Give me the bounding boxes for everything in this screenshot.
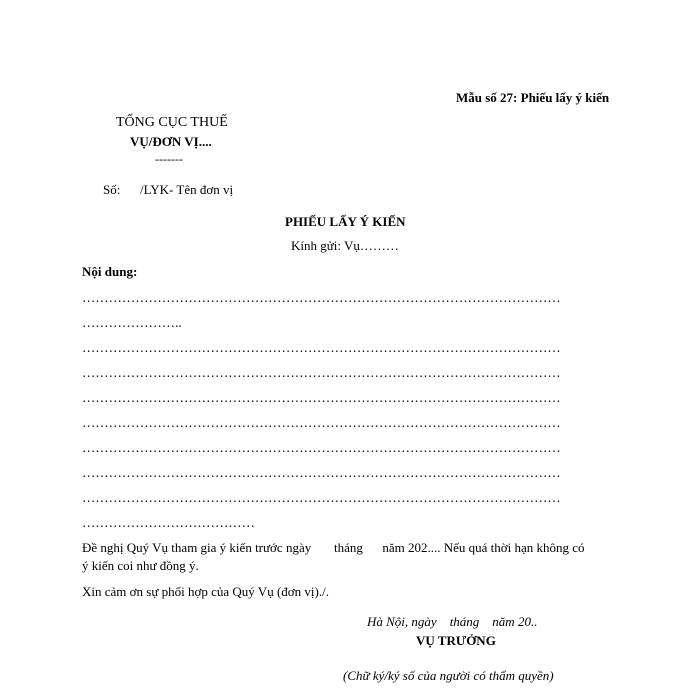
- dotted-line: …………………………………: [82, 515, 255, 530]
- document-title: PHIẾU LẤY Ý KIẾN: [285, 214, 406, 229]
- signature-place-date: Hà Nội, ngày tháng năm 20..: [367, 614, 538, 629]
- dotted-line: ………………………………………………………………………………………………: [82, 365, 561, 380]
- dotted-line: ………………………………………………………………………………………………: [82, 465, 561, 480]
- request-line-2: ý kiến coi như đồng ý.: [82, 558, 199, 573]
- dotted-line: ………………………………………………………………………………………………: [82, 290, 561, 305]
- signature-title: VỤ TRƯỞNG: [416, 633, 496, 648]
- dotted-line: ………………………………………………………………………………………………: [82, 415, 561, 430]
- dotted-line: ………………………………………………………………………………………………: [82, 340, 561, 355]
- document-number-value: /LYK- Tên đơn vị: [140, 182, 234, 197]
- document-number-label: Số:: [103, 182, 121, 197]
- thanks-line: Xin cảm ơn sự phối hợp của Quý Vụ (đơn vị)./.: [82, 584, 329, 599]
- dotted-line: ………………………………………………………………………………………………: [82, 440, 561, 455]
- dotted-line: …………………..: [82, 315, 182, 330]
- signature-note: (Chữ ký/ký số của người có thẩm quyền): [343, 668, 554, 683]
- form-label: Mẫu số 27: Phiếu lấy ý kiến: [456, 90, 610, 105]
- content-heading: Nội dung:: [82, 264, 138, 279]
- dotted-line: ………………………………………………………………………………………………: [82, 390, 561, 405]
- header-divider: -------: [155, 152, 183, 166]
- request-line-1: Đề nghị Quý Vụ tham gia ý kiến trước ngày tháng năm 202.... Nếu quá thời hạn không có: [82, 540, 585, 555]
- agency-name: TỔNG CỤC THUẾ: [116, 115, 228, 130]
- department-name: VỤ/ĐƠN VỊ....: [130, 134, 212, 149]
- recipient-line: Kính gửi: Vụ………: [291, 238, 399, 253]
- dotted-line: ………………………………………………………………………………………………: [82, 490, 561, 505]
